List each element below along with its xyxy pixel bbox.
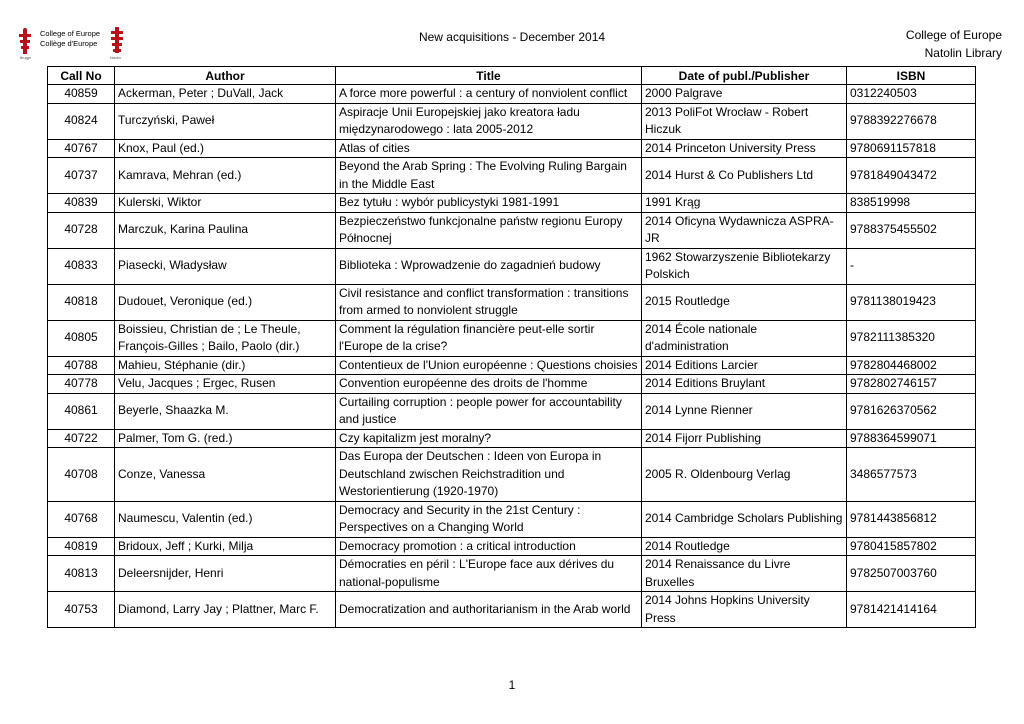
date-publisher-cell: 1962 Stowarzyszenie Bibliotekarzy Polskich — [642, 248, 847, 284]
author-cell: Palmer, Tom G. (red.) — [115, 429, 336, 448]
library-name: Natolin Library — [924, 46, 1002, 60]
column-header-author: Author — [115, 67, 336, 85]
title-cell: Biblioteka : Wprowadzenie do zagadnień budowy — [336, 248, 642, 284]
date-publisher-cell: 2000 Palgrave — [642, 85, 847, 104]
date-publisher-cell: 2014 Lynne Rienner — [642, 393, 847, 429]
table-row — [48, 212, 976, 248]
call-no-cell: 40839 — [48, 194, 115, 213]
isbn-cell: 9782111385320 — [847, 320, 976, 356]
call-no-cell: 40805 — [48, 320, 115, 356]
table-row — [48, 537, 976, 556]
call-no-cell: 40859 — [48, 85, 115, 104]
isbn-cell: 9781421414164 — [847, 592, 976, 628]
table-row — [48, 158, 976, 194]
title-cell: Comment la régulation financière peut-elle sortir l'Europe de la crise? — [336, 320, 642, 356]
title-cell: Czy kapitalizm jest moralny? — [336, 429, 642, 448]
author-cell: Knox, Paul (ed.) — [115, 139, 336, 158]
date-publisher-cell: 2014 Johns Hopkins University Press — [642, 592, 847, 628]
title-cell: Democracy and Security in the 21st Century : Perspectives on a Changing World — [336, 501, 642, 537]
title-cell: A force more powerful : a century of nonviolent conflict — [336, 85, 642, 104]
isbn-cell: 0312240503 — [847, 85, 976, 104]
author-cell: Conze, Vanessa — [115, 448, 336, 502]
author-cell: Marczuk, Karina Paulina — [115, 212, 336, 248]
logo-line-1: College of Europe — [40, 29, 101, 38]
date-publisher-cell: 2015 Routledge — [642, 284, 847, 320]
date-publisher-cell: 2014 Fijorr Publishing — [642, 429, 847, 448]
call-no-cell: 40778 — [48, 375, 115, 394]
table-row — [48, 139, 976, 158]
call-no-cell: 40833 — [48, 248, 115, 284]
author-cell: Deleersnijder, Henri — [115, 556, 336, 592]
date-publisher-cell: 2014 Routledge — [642, 537, 847, 556]
isbn-cell: 9788392276678 — [847, 103, 976, 139]
title-cell: Atlas of cities — [336, 139, 642, 158]
column-header-title: Title — [336, 67, 642, 85]
table-row — [48, 85, 976, 104]
isbn-cell: 3486577573 — [847, 448, 976, 502]
call-no-cell: 40788 — [48, 356, 115, 375]
table-row — [48, 103, 976, 139]
page-number: 1 — [508, 678, 516, 692]
call-no-cell: 40861 — [48, 393, 115, 429]
title-cell: Convention européenne des droits de l'homme — [336, 375, 642, 394]
page-title: New acquisitions - December 2014 — [418, 30, 606, 44]
author-cell: Naumescu, Valentin (ed.) — [115, 501, 336, 537]
column-header-date-publisher: Date of publ./Publisher — [642, 67, 847, 85]
title-cell: Curtailing corruption : people power for accountability and justice — [336, 393, 642, 429]
author-cell: Velu, Jacques ; Ergec, Rusen — [115, 375, 336, 394]
table-row — [48, 248, 976, 284]
date-publisher-cell: 2014 Princeton University Press — [642, 139, 847, 158]
call-no-cell: 40753 — [48, 592, 115, 628]
author-cell: Dudouet, Veronique (ed.) — [115, 284, 336, 320]
date-publisher-cell: 1991 Krąg — [642, 194, 847, 213]
author-cell: Kulerski, Wiktor — [115, 194, 336, 213]
title-cell: Democratization and authoritarianism in the Arab world — [336, 592, 642, 628]
call-no-cell: 40813 — [48, 556, 115, 592]
call-no-cell: 40728 — [48, 212, 115, 248]
table-row — [48, 393, 976, 429]
title-cell: Démocraties en péril : L'Europe face aux dérives du national-populisme — [336, 556, 642, 592]
isbn-cell: 9788375455502 — [847, 212, 976, 248]
logo-line-2: Collège d'Europe — [40, 39, 98, 48]
isbn-cell: - — [847, 248, 976, 284]
isbn-cell: 9782507003760 — [847, 556, 976, 592]
isbn-cell: 9788364599071 — [847, 429, 976, 448]
author-cell: Mahieu, Stéphanie (dir.) — [115, 356, 336, 375]
institution-name: College of Europe — [905, 28, 1002, 42]
date-publisher-cell: 2005 R. Oldenbourg Verlag — [642, 448, 847, 502]
call-no-cell: 40737 — [48, 158, 115, 194]
title-cell: Beyond the Arab Spring : The Evolving Ruling Bargain in the Middle East — [336, 158, 642, 194]
author-cell: Boissieu, Christian de ; Le Theule, François-Gilles ; Bailo, Paolo (dir.) — [115, 320, 336, 356]
title-cell: Contentieux de l'Union européenne : Questions choisies — [336, 356, 642, 375]
date-publisher-cell: 2014 Hurst & Co Publishers Ltd — [642, 158, 847, 194]
date-publisher-cell: 2014 Editions Larcier — [642, 356, 847, 375]
date-publisher-cell: 2013 PoliFot Wrocław - Robert Hiczuk — [642, 103, 847, 139]
table-row — [48, 194, 976, 213]
isbn-cell: 9782802746157 — [847, 375, 976, 394]
table-row — [48, 556, 976, 592]
isbn-cell: 9780415857802 — [847, 537, 976, 556]
table-row — [48, 592, 976, 628]
author-cell: Beyerle, Shaazka M. — [115, 393, 336, 429]
isbn-cell: 9780691157818 — [847, 139, 976, 158]
logo-caption-right: Natolin — [110, 56, 121, 60]
logo-caption-left: Brugge — [20, 56, 32, 60]
isbn-cell: 9781443856812 — [847, 501, 976, 537]
date-publisher-cell: 2014 Editions Bruylant — [642, 375, 847, 394]
call-no-cell: 40767 — [48, 139, 115, 158]
title-cell: Civil resistance and conflict transformation : transitions from armed to nonviolent struggle — [336, 284, 642, 320]
date-publisher-cell: 2014 École nationale d'administration — [642, 320, 847, 356]
table-row — [48, 320, 976, 356]
date-publisher-cell: 2014 Cambridge Scholars Publishing — [642, 501, 847, 537]
acquisitions-table — [47, 66, 976, 628]
date-publisher-cell: 2014 Oficyna Wydawnicza ASPRA-JR — [642, 212, 847, 248]
isbn-cell: 838519998 — [847, 194, 976, 213]
isbn-cell: 9782804468002 — [847, 356, 976, 375]
table-row — [48, 501, 976, 537]
table-body — [48, 85, 976, 628]
author-cell: Bridoux, Jeff ; Kurki, Milja — [115, 537, 336, 556]
isbn-cell: 9781849043472 — [847, 158, 976, 194]
call-no-cell: 40768 — [48, 501, 115, 537]
isbn-cell: 9781626370562 — [847, 393, 976, 429]
call-no-cell: 40708 — [48, 448, 115, 502]
call-no-cell: 40818 — [48, 284, 115, 320]
call-no-cell: 40819 — [48, 537, 115, 556]
author-cell: Kamrava, Mehran (ed.) — [115, 158, 336, 194]
author-cell: Turczyński, Paweł — [115, 103, 336, 139]
title-cell: Das Europa der Deutschen : Ideen von Europa in Deutschland zwischen Reichstradition und Westorientierung (1920-1970) — [336, 448, 642, 502]
table-header-row — [48, 67, 976, 85]
date-publisher-cell: 2014 Renaissance du Livre Bruxelles — [642, 556, 847, 592]
title-cell: Democracy promotion : a critical introduction — [336, 537, 642, 556]
isbn-cell: 9781138019423 — [847, 284, 976, 320]
column-header-isbn: ISBN — [847, 67, 976, 85]
call-no-cell: 40824 — [48, 103, 115, 139]
table-row — [48, 429, 976, 448]
call-no-cell: 40722 — [48, 429, 115, 448]
title-cell: Bezpieczeństwo funkcjonalne państw regionu Europy Północnej — [336, 212, 642, 248]
table-row — [48, 356, 976, 375]
author-cell: Diamond, Larry Jay ; Plattner, Marc F. — [115, 592, 336, 628]
table-row — [48, 375, 976, 394]
author-cell: Piasecki, Władysław — [115, 248, 336, 284]
column-header-call-no: Call No — [48, 67, 115, 85]
title-cell: Bez tytułu : wybór publicystyki 1981-1991 — [336, 194, 642, 213]
title-cell: Aspiracje Unii Europejskiej jako kreatora ładu międzynarodowego : lata 2005-2012 — [336, 103, 642, 139]
table-row — [48, 284, 976, 320]
table-row — [48, 448, 976, 502]
author-cell: Ackerman, Peter ; DuVall, Jack — [115, 85, 336, 104]
